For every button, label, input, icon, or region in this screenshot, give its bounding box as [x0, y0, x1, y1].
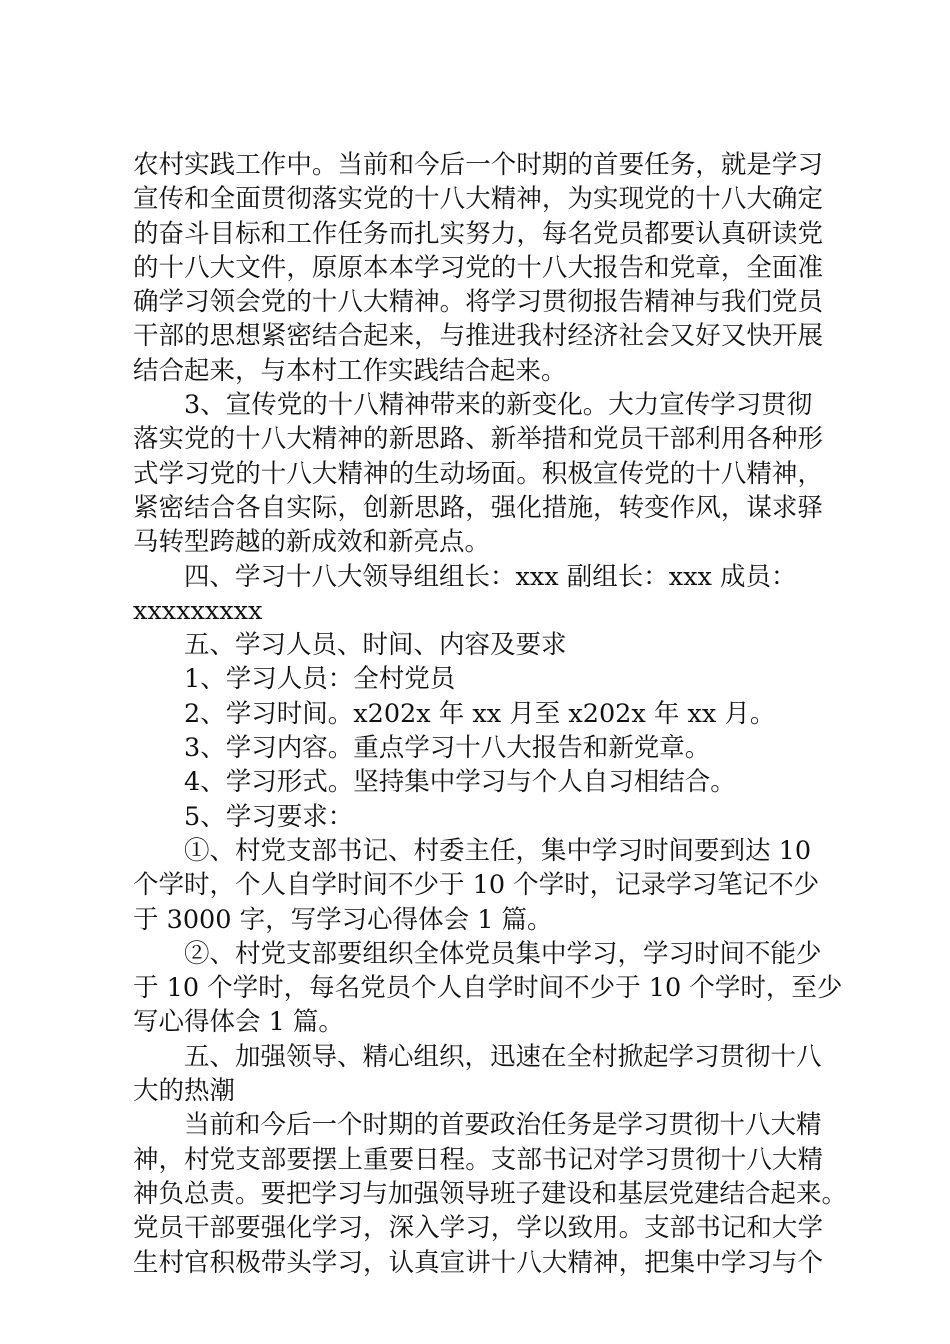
text-line: 于 3000 字，写学习心得体会 1 篇。	[133, 904, 553, 935]
text-line: 的奋斗目标和工作任务而扎实努力，每名党员都要认真研读党	[133, 218, 823, 249]
text-line: ①、村党支部书记、村委主任，集中学习时间要到达 10	[184, 835, 812, 866]
text-line: 干部的思想紧密结合起来，与推进我村经济社会又好又快开展	[133, 321, 823, 352]
text-line: 农村实践工作中。当前和今后一个时期的首要任务，就是学习	[133, 150, 823, 180]
text-line: 个学时，个人自学时间不少于 10 个学时，记录学习笔记不少	[133, 870, 820, 901]
text-line: 式学习党的十八大精神的生动场面。积极宣传党的十八精神，	[133, 458, 823, 489]
text-line: 党员干部要强化学习，深入学习，学以致用。支部书记和大学	[133, 1213, 823, 1244]
text-line: 1、学习人员：全村党员	[184, 664, 456, 695]
text-line: ②、村党支部要组织全体党员集中学习，学习时间不能少	[184, 938, 822, 969]
text-line: 四、学习十八大领导组组长：xxx 副组长：xxx 成员：	[184, 561, 797, 592]
text-line: 马转型跨越的新成效和新亮点。	[133, 527, 491, 558]
section-heading-continued: 大的热潮	[133, 1076, 236, 1107]
text-line: 的十八大文件，原原本本学习党的十八大报告和党章，全面准	[133, 252, 823, 283]
text-line: 生村官积极带头学习，认真宣讲十八大精神，把集中学习与个	[133, 1247, 823, 1278]
text-line: 3、学习内容。重点学习十八大报告和新党章。	[184, 733, 711, 764]
text-line: 当前和今后一个时期的首要政治任务是学习贯彻十八大精	[184, 1110, 822, 1141]
text-line: 3、宣传党的十八精神带来的新变化。大力宣传学习贯彻	[184, 390, 813, 421]
text-line: 神负总责。要把学习与加强领导班子建设和基层党建结合起来。	[133, 1178, 848, 1209]
text-line: 2、学习时间。x202x 年 xx 月至 x202x 年 xx 月。	[184, 698, 776, 729]
text-line: 于 10 个学时，每名党员个人自学时间不少于 10 个学时，至少	[133, 973, 843, 1004]
text-line: 宣传和全面贯彻落实党的十八大精神，为实现党的十八大确定	[133, 184, 823, 215]
text-line: xxxxxxxxx	[133, 595, 263, 626]
section-heading: 五、学习人员、时间、内容及要求	[184, 630, 567, 661]
text-line: 落实党的十八大精神的新思路、新举措和党员干部利用各种形	[133, 424, 823, 455]
text-line: 结合起来，与本村工作实践结合起来。	[133, 355, 567, 386]
text-line: 5、学习要求：	[184, 801, 354, 832]
text-line: 确学习领会党的十八大精神。将学习贯彻报告精神与我们党员	[133, 287, 823, 318]
text-line: 写心得体会 1 篇。	[133, 1007, 344, 1038]
text-line: 紧密结合各自实际，创新思路，强化措施，转变作风，谋求驿	[133, 492, 823, 523]
text-line: 神，村党支部要摆上重要日程。支部书记对学习贯彻十八大精	[133, 1144, 823, 1175]
text-line: 4、学习形式。坚持集中学习与个人自习相结合。	[184, 767, 736, 798]
section-heading: 五、加强领导、精心组织，迅速在全村掀起学习贯彻十八	[184, 1041, 822, 1072]
document-body	[133, 148, 848, 1280]
